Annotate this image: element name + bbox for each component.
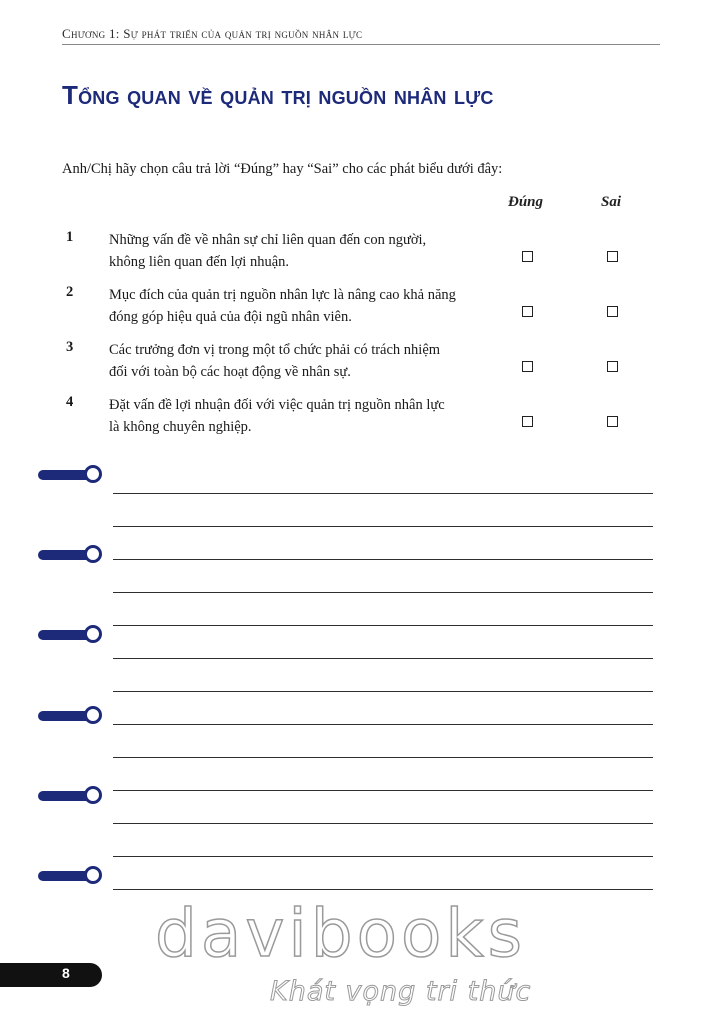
question-row: [0, 284, 706, 334]
watermark-brand: davibooks: [155, 895, 526, 972]
binder-ring: [38, 465, 102, 485]
question-row: [0, 339, 706, 389]
writing-line: [113, 856, 653, 857]
writing-line: [113, 592, 653, 593]
question-number: 4: [66, 394, 74, 410]
true-checkbox[interactable]: [522, 251, 533, 262]
true-checkbox[interactable]: [522, 306, 533, 317]
writing-line: [113, 790, 653, 791]
running-head: Chương 1: Sự phát triển của quản trị nguồn nhân lực: [62, 26, 363, 41]
question-number: 3: [66, 339, 74, 355]
watermark-tagline: Khát vọng tri thức: [270, 976, 532, 1007]
binder-ring: [38, 625, 102, 645]
writing-line: [113, 823, 653, 824]
writing-line: [113, 724, 653, 725]
question-text: Mục đích của quản trị nguồn nhân lực là nâng cao khả năng đóng góp hiệu quả của đội ngũ nhân viên.: [109, 287, 456, 325]
question-number: 2: [66, 284, 74, 300]
true-checkbox[interactable]: [522, 361, 533, 372]
writing-line: [113, 658, 653, 659]
binder-ring: [38, 866, 102, 886]
writing-line: [113, 625, 653, 626]
header-rule: [62, 44, 660, 45]
column-header-true: Đúng: [508, 194, 544, 210]
question-text: Các trưởng đơn vị trong một tổ chức phải có trách nhiệm đối với toàn bộ các hoạt động về nhân sự.: [109, 342, 441, 380]
false-checkbox[interactable]: [607, 416, 618, 427]
writing-line: [113, 889, 653, 890]
false-checkbox[interactable]: [607, 251, 618, 262]
question-row: [0, 394, 706, 444]
page-number-tab: [0, 963, 102, 987]
binder-ring: [38, 706, 102, 726]
writing-line: [113, 526, 653, 527]
notes-writing-area[interactable]: [0, 440, 706, 900]
question-text: Những vấn đề về nhân sự chỉ liên quan đến con người, không liên quan đến lợi nhuận.: [109, 232, 427, 270]
page-number: 8: [62, 965, 70, 981]
false-checkbox[interactable]: [607, 306, 618, 317]
question-row: [0, 229, 706, 279]
instructions: Anh/Chị hãy chọn câu trả lời “Đúng” hay “Sai” cho các phát biểu dưới đây:: [62, 161, 503, 177]
true-checkbox[interactable]: [522, 416, 533, 427]
question-number: 1: [66, 229, 74, 245]
writing-line: [113, 493, 653, 494]
column-header-false: Sai: [601, 194, 622, 210]
false-checkbox[interactable]: [607, 361, 618, 372]
writing-line: [113, 691, 653, 692]
binder-ring: [38, 786, 102, 806]
page-title: Tổng quan về quản trị nguồn nhân lực: [62, 80, 494, 110]
question-text: Đặt vấn đề lợi nhuận đối với việc quản trị nguồn nhân lực là không chuyên nghiệp.: [109, 397, 445, 435]
writing-line: [113, 757, 653, 758]
binder-ring: [38, 545, 102, 565]
writing-line: [113, 559, 653, 560]
